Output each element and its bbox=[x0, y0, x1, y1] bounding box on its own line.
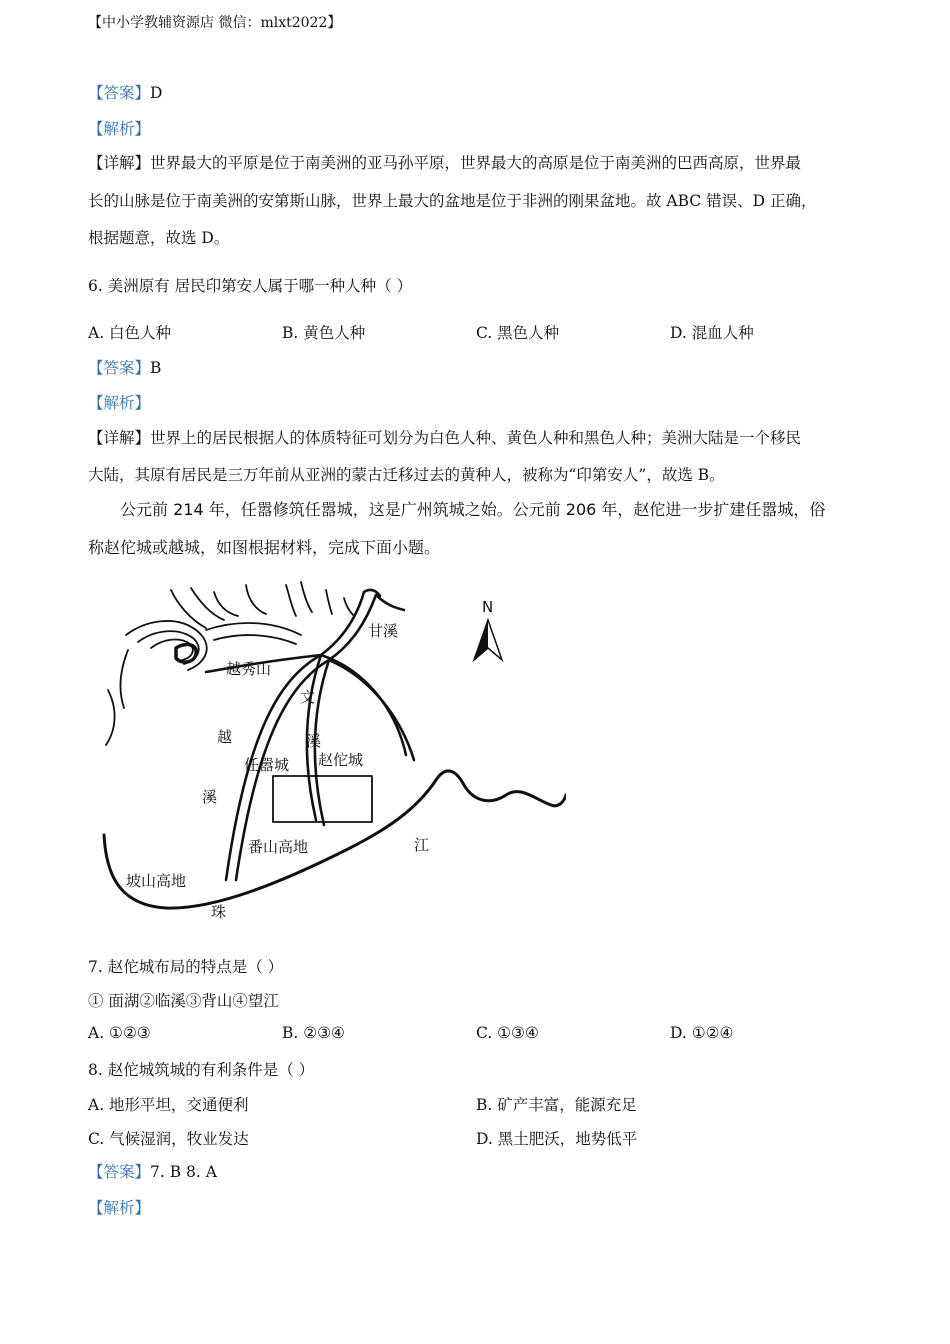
north-label: N bbox=[482, 598, 494, 616]
q5-detail-line-2: 长的山脉是位于南美洲的安第斯山脉，世界上最大的盆地是位于非洲的刚果盆地。故 ABC 错误、D 正确， bbox=[88, 192, 817, 210]
label-poshan: 坡山高地 bbox=[126, 872, 187, 890]
label-jiang: 江 bbox=[414, 836, 430, 854]
detail-tag: 【详解】 bbox=[88, 154, 151, 172]
q6-option-a: A. 白色人种 bbox=[88, 324, 172, 342]
q5-answer bbox=[88, 81, 162, 103]
q5-detail-line-1 bbox=[88, 151, 801, 173]
label-yuexiushan: 越秀山 bbox=[226, 660, 272, 678]
q8-option-b: B. 矿产丰富，能源充足 bbox=[476, 1096, 637, 1114]
answer-value: D bbox=[150, 84, 163, 102]
q6-detail-line-2: 大陆，其原有居民是三万年前从亚洲的蒙古迁移过去的黄种人，被称为“印第安人”，故选 B。 bbox=[88, 466, 725, 484]
q6-answer bbox=[88, 356, 161, 378]
answer-value: B bbox=[150, 359, 162, 377]
label-zhu: 珠 bbox=[211, 903, 227, 921]
q6-stem: 6. 美洲原有 居民印第安人属于哪一种人种（ ） bbox=[88, 277, 413, 295]
q6-option-b: B. 黄色人种 bbox=[282, 324, 366, 342]
east-branch bbox=[321, 655, 414, 760]
answer-tag: 【答案】 bbox=[88, 359, 151, 377]
label-yue: 越 bbox=[217, 728, 233, 746]
page-header: 【中小学教辅资源店 微信：mlxt2022】 bbox=[88, 15, 342, 31]
q8-option-c: C. 气候湿润，牧业发达 bbox=[88, 1130, 249, 1148]
q7-stem: 7. 赵佗城布局的特点是（ ） bbox=[88, 958, 284, 976]
label-xi-left: 溪 bbox=[202, 788, 218, 806]
label-xi-right: 溪 bbox=[306, 732, 322, 750]
passage-line-1: 公元前 214 年，任嚣修筑任嚣城，这是广州筑城之始。公元前 206 年，赵佗进一步扩建任嚣城，俗 bbox=[120, 500, 826, 519]
q7-8-analysis-tag: 【解析】 bbox=[88, 1199, 151, 1217]
label-renxiaocheng: 任嚣城 bbox=[244, 756, 290, 774]
detail-text: 世界最大的平原是位于南美洲的亚马孙平原，世界最大的高原是位于南美洲的巴西高原，世界最 bbox=[150, 154, 802, 172]
q6-analysis-tag: 【解析】 bbox=[88, 394, 151, 412]
label-zhaotuocheng: 赵佗城 bbox=[318, 751, 364, 769]
label-wen: 文 bbox=[300, 688, 316, 706]
q8-stem: 8. 赵佗城筑城的有利条件是（ ） bbox=[88, 1061, 315, 1079]
q8-option-a: A. 地形平坦，交通便利 bbox=[88, 1096, 249, 1114]
q5-detail-line-3: 根据题意，故选 D。 bbox=[88, 229, 230, 247]
q6-option-c: C. 黑色人种 bbox=[476, 324, 560, 342]
q5-analysis-tag: 【解析】 bbox=[88, 120, 151, 138]
north-arrow bbox=[474, 598, 502, 660]
label-panshan: 番山高地 bbox=[248, 838, 309, 856]
answer-value: 7. B 8. A bbox=[150, 1163, 217, 1181]
answer-tag: 【答案】 bbox=[88, 1163, 151, 1181]
q7-items: ① 面湖②临溪③背山④望江 bbox=[88, 992, 279, 1010]
q6-detail-line-1 bbox=[88, 426, 801, 448]
q7-option-a: A. ①②③ bbox=[88, 1024, 151, 1042]
answer-tag: 【答案】 bbox=[88, 84, 151, 102]
detail-tag: 【详解】 bbox=[88, 429, 151, 447]
q7-option-c: C. ①③④ bbox=[476, 1024, 539, 1042]
q7-option-d: D. ①②④ bbox=[670, 1024, 734, 1042]
q8-option-d: D. 黑土肥沃，地势低平 bbox=[476, 1130, 638, 1148]
q6-option-d: D. 混血人种 bbox=[670, 324, 754, 342]
label-ganxi: 甘溪 bbox=[368, 622, 399, 640]
detail-text: 世界上的居民根据人的体质特征可划分为白色人种、黄色人种和黑色人种；美洲大陆是一个移民 bbox=[150, 429, 802, 447]
q7-8-answer bbox=[88, 1160, 217, 1182]
passage-line-2: 称赵佗城或越城，如图根据材料，完成下面小题。 bbox=[88, 538, 441, 557]
q7-option-b: B. ②③④ bbox=[282, 1024, 345, 1042]
city-map-figure bbox=[96, 580, 566, 925]
